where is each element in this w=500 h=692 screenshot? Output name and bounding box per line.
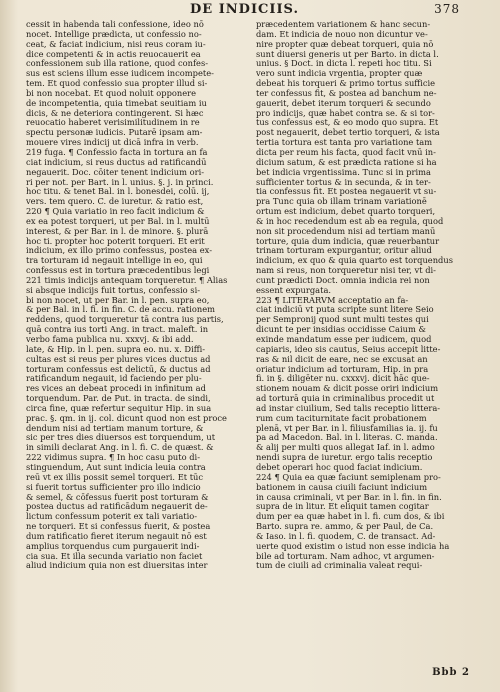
text-line: ad torturā quia in criminalibus procedit ut: [256, 394, 435, 404]
text-line: & in hoc recedendum est ab ea regula, quod: [256, 216, 444, 226]
text-line: pro indicijs, quæ habet contra se. & si tor-: [256, 108, 435, 118]
text-line: dum per ea quæ habet in l. fi. cum dos, & ibi: [256, 512, 445, 522]
text-line: sunt diuersi generis ut per Barto. in dicta l.: [256, 49, 439, 59]
text-line: tra torturam id negauit intellige in eo, qui: [26, 256, 203, 266]
text-line: & semel, & cōfessus fuerit post torturam &: [26, 492, 209, 502]
text-line: dum ratificatio fieret iterum negauit nō est: [26, 531, 207, 541]
text-line: tum de ciuili ad criminalia valeat requi-: [256, 561, 423, 571]
text-line: debet operari hoc quod faciat indicium.: [256, 462, 423, 472]
text-line: sic per tres dies diuersos est torquendum, ut: [26, 433, 216, 443]
signature-mark: Bbb 2: [432, 667, 470, 678]
text-line: cultas est si reus per plures vices ductus ad: [26, 354, 211, 364]
text-line: capiaris, ideo sis cautus, Seius accepit litte-: [256, 344, 441, 354]
text-line: bi non nocebat. Et quod noluit opponere: [26, 88, 197, 98]
text-line: bationem in causa ciuili faciunt indicium: [256, 482, 428, 492]
text-line: pra Tunc quia ob illam trinam variationē: [256, 197, 427, 207]
text-line: indicium, ex illo primo confessus, postea ex-: [26, 246, 212, 256]
text-line: ratificandum negauit, id faciendo per plu-: [26, 374, 202, 384]
text-line: ex ea potest torqueri, ut per Bal. in l. multū: [26, 216, 210, 226]
text-line: verbo fama publica nu. xxxvj. & ibi add.: [26, 335, 194, 344]
text-line: oriatur indicium ad torturam, Hip. in pra: [256, 364, 429, 374]
text-line: 220 ¶ Quia variatio in reo facit indicium &: [26, 207, 205, 217]
text-line: stionem nouam & dicit posse oriri indicium: [256, 384, 439, 394]
text-line: confessus est in tortura præcedentibus legi: [26, 266, 210, 276]
text-line: plenā, vt per Bar. in l. filiusfamilias ia. ij. fu: [256, 423, 438, 433]
text-line: sus est sciens illum esse iudicem incompete-: [26, 69, 214, 79]
text-line: reū vt ex illis possit semel torqueri. Et tūc: [26, 472, 204, 482]
text-line: exinde mandatum esse per iudicem, quod: [256, 335, 432, 344]
text-line: ras & nil dicit de eare, nec se excusat an: [256, 354, 428, 364]
text-line: per Sempronij quod sunt multi testes qui: [256, 315, 429, 325]
text-line: dice competenti & in actis reuocauerit ea: [26, 49, 201, 59]
text-line: lictum confessum poterit ex tali variatio-: [26, 512, 198, 522]
text-line: late, & Hip. in l. pen. supra eo. nu. x. Diffi-: [26, 344, 206, 354]
text-line: præcedentem variationem & hanc secun-: [256, 20, 431, 29]
running-header: [120, 2, 460, 18]
text-line: ceat, & faciat indicium, nisi reus coram iu-: [26, 39, 206, 49]
text-line: indicium, ex quo & quia quarto est torquendus: [256, 256, 453, 266]
text-line: stinguendum, Aut sunt indicia leuia contra: [26, 462, 206, 472]
text-line: & per Bal. in l. fi. in fin. C. de accu. rationem: [26, 305, 216, 315]
text-line: unius. § Doct. in dicta l. repeti hoc titu. Si: [256, 59, 432, 69]
text-line: & Iaso. in l. fi. quodem, C. de transact. Ad-: [256, 531, 436, 541]
text-line: tem. Et quod confessio sua propter illud si-: [26, 79, 208, 89]
text-line: amplius torquendus cum purgauerit indi-: [26, 541, 200, 551]
text-line: nendi supra de iuretur. ergo talis receptio: [256, 453, 433, 463]
text-line: bi non nocet, ut per Bar. in l. pen. supra eo,: [26, 295, 210, 305]
text-line: prac. §. qm. in ij. col. dicunt quod non est proce: [26, 413, 227, 423]
text-line: tia confessus fit. Et postea negauerit vt su-: [256, 187, 437, 197]
text-line: si absque indicijs fuit tortus, confessio si-: [26, 285, 201, 295]
page-number: 378: [434, 2, 460, 16]
text-line: ciat indiciū vt puta scripte sunt litere Seio: [256, 305, 434, 315]
text-line: tus confessus est, & eo modo quo supra. Et: [256, 118, 439, 128]
running-title: DE INDICIIS.: [190, 2, 299, 17]
text-line: dicunt te per insidias occidisse Caium &: [256, 325, 426, 335]
text-line: debeat his torqueri & primo tortus sufficie: [256, 79, 436, 89]
text-line: nam si reus, non torqueretur nisi ter, vt di-: [256, 266, 436, 276]
text-line: cessit in habenda tali confessione, ideo nō: [26, 20, 204, 29]
text-line: bet indicia vrgentissima. Tunc si in prima: [256, 167, 431, 177]
text-line: torquendum. Par. de Put. in tracta. de sindi,: [26, 394, 211, 404]
left-text-column: [26, 20, 251, 571]
text-line: ad instar ciuilium, Sed talis receptio littera-: [256, 403, 441, 413]
text-line: confessionem sub illa ratione, quod confes-: [26, 59, 209, 69]
text-line: & alij per multi quos allegat Iaf. in l. admo: [256, 443, 435, 453]
text-line: cia sua. Et illa secunda variatio non faciet: [26, 551, 203, 561]
text-line: tertia tortura est tanta pro variatione tam: [256, 138, 433, 148]
text-line: hoc titu. & tenet Bal. in l. bonesdei, colū. ij,: [26, 187, 210, 197]
text-line: rum cum taciturnitate facit probationem: [256, 413, 427, 423]
text-line: bile ad torturam. Nam adhoc, vt argumen-: [256, 551, 435, 561]
text-line: 224 ¶ Quia ea quæ faciunt semiplenam pro-: [256, 472, 441, 482]
text-line: torture, quia dum indicia, quæ reuerbantur: [256, 236, 440, 246]
text-line: dicium satum, & est prædicta ratione si ha: [256, 157, 437, 167]
text-line: gauerit, debet iterum torqueri & secundo: [256, 98, 431, 108]
text-line: 222 vidimus supra. ¶ In hoc casu puto di-: [26, 453, 201, 463]
text-line: res vices an debeat procedi in infinitum ad: [26, 384, 206, 394]
text-line: postea ductus ad ratificādum negauerit de-: [26, 502, 208, 512]
text-line: nire propter quæ debeat torqueri, quia nō: [256, 39, 434, 49]
text-line: trinam torturam expurgantur, oritur aliud: [256, 246, 432, 256]
text-line: interest, & per Bar. in l. de minore. §. plurā: [26, 226, 209, 236]
text-line: mouere vires indicij ut dicā infra in verb.: [26, 138, 199, 148]
text-line: dicis, & ne deteriora contingerent. Si hæc: [26, 108, 204, 118]
text-line: non sit procedendum nisi ad tertiam manū: [256, 226, 436, 236]
text-line: uerte quod existim o istud non esse indicia ha: [256, 541, 450, 551]
text-line: ciat indicium, si reus ductus ad ratificandū: [26, 157, 207, 167]
right-text-column: [256, 20, 484, 571]
text-line: de incompetentia, quia timebat seuitiam iu: [26, 98, 207, 108]
text-line: aliud indicium quia non est diuersitas inter: [26, 561, 208, 571]
text-line: fi. in §. diligēter nu. cxxxvj. dicit hāc que-: [256, 374, 430, 384]
text-line: spectu personæ iudicis. Putarē ipsam am-: [26, 128, 203, 138]
text-line: si fuerit tortus sufficienter pro illo indicio: [26, 482, 201, 492]
text-line: vers. tem quero. C. de iuretur. & ratio est,: [26, 197, 204, 207]
text-line: hoc ti. propter hoc poterit torqueri. Et erit: [26, 236, 205, 246]
text-line: supra de in litur. Et eliquit tamen cogitar: [256, 502, 429, 512]
text-line: nocet. Intellige prædicta, ut confessio no-: [26, 29, 202, 39]
text-line: pa ad Macedon. Bal. in l. literas. C. manda.: [256, 433, 438, 443]
text-line: cunt prædicti Doct. omnia indicia rei non: [256, 275, 430, 285]
text-line: in simili declarat Ang. in l. fi. C. de quæst. &: [26, 443, 214, 453]
text-line: dendum nisi ad tertiam manum torture, &: [26, 423, 204, 433]
text-line: 221 timis indicijs antequam torqueretur. ¶ Alias: [26, 275, 228, 285]
text-line: dam. Et indicia de nouo non dicuntur ve-: [256, 29, 428, 39]
text-line: circa fine, quæ refertur sequitur Hip. in sua: [26, 403, 212, 413]
text-line: reddens, quod torqueretur tā contra ius partis,: [26, 315, 224, 325]
text-line: ri per not. per Bart. in l. unius. §. j. in princi.: [26, 177, 214, 187]
text-line: ne torqueri. Et si confessus fuerit, & postea: [26, 522, 211, 532]
text-line: sufficienter tortus & in secunda, & in ter-: [256, 177, 431, 187]
text-line: reuocatio haberet verisimilitudinem in re: [26, 118, 200, 128]
text-line: dicta per reum his facta, quod facit vnū in-: [256, 147, 436, 157]
text-line: essent expurgata.: [256, 285, 332, 295]
text-line: 219 fuga. ¶ Confessio facta in tortura an fa: [26, 147, 208, 157]
text-line: torturam confessus est delictū, & ductus ad: [26, 364, 211, 374]
text-line: vero sunt indicia vrgentia, propter quæ: [256, 69, 423, 79]
text-line: in causa criminali, vt per Bar. in l. fin. in fin.: [256, 492, 442, 502]
text-line: quā contra ius torti Ang. in tract. maleft. in: [26, 325, 209, 335]
text-line: ortum est indicium, debet quarto torqueri,: [256, 207, 436, 217]
text-line: negauerit. Doc. cōiter tenent indicium ori-: [26, 167, 205, 177]
text-line: Barto. supra re. ammo, & per Paul, de Ca.: [256, 522, 434, 532]
text-line: 223 ¶ LITERARVM acceptatio an fa-: [256, 295, 409, 305]
text-line: post negauerit, debet tertio torqueri, & ista: [256, 128, 440, 138]
text-line: ter confessus fit, & postea ad banchum ne-: [256, 88, 437, 98]
